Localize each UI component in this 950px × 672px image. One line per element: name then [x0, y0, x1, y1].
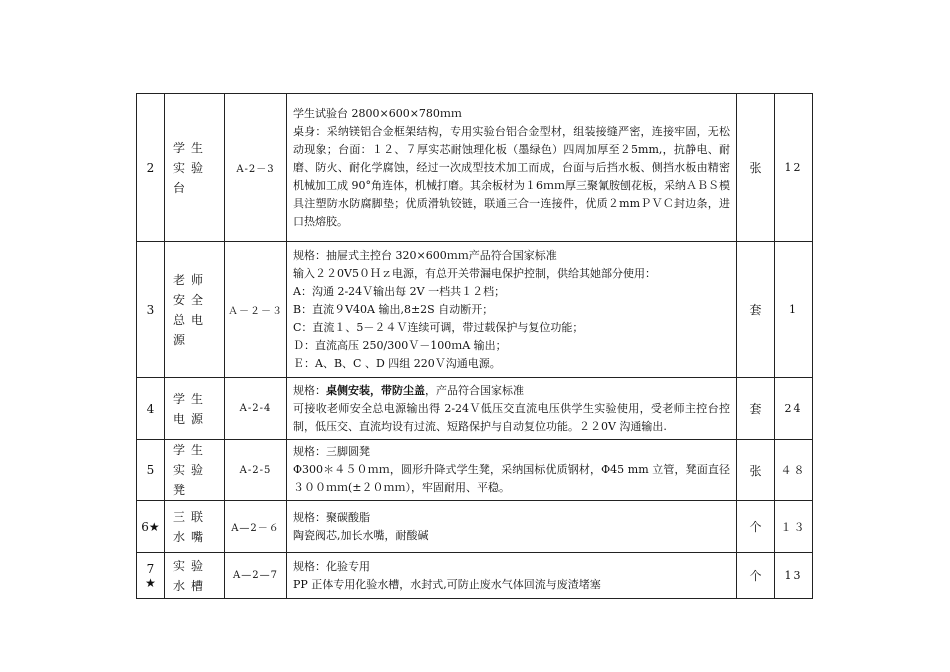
item-description — [287, 378, 737, 440]
item-quantity: 1 — [775, 242, 813, 378]
description-line: 规格：化验专用 — [293, 559, 370, 573]
item-number: 5 — [137, 440, 165, 501]
item-name: 老师安全总电源 — [165, 242, 225, 378]
item-quantity: 12 — [775, 94, 813, 242]
item-number: 2 — [137, 94, 165, 242]
description-line: 陶瓷阀芯,加长水嘴，耐酸碱 — [293, 528, 429, 542]
item-number — [137, 553, 165, 599]
table-row — [137, 94, 813, 242]
item-number: 4 — [137, 378, 165, 440]
item-name: 学生实验凳 — [165, 440, 225, 501]
description-line: 规格：聚碳酸脂 — [293, 510, 370, 524]
item-number-digit: 7 — [146, 561, 155, 576]
spec-prefix: 规格： — [293, 383, 326, 397]
item-number: 6★ — [137, 501, 165, 553]
item-quantity: １３ — [775, 501, 813, 553]
table-row — [137, 378, 813, 440]
description-line: Ｄ：直流高压 250/300Ｖ－100ｍA 输出； — [293, 338, 507, 352]
description-line — [293, 382, 730, 400]
spec-suffix: ，产品符合国家标准 — [425, 383, 524, 397]
item-unit: 套 — [737, 378, 775, 440]
item-name: 学生实验台 — [165, 94, 225, 242]
item-unit: 套 — [737, 242, 775, 378]
description-line: 可接收老师安全总电源输出得 2-24Ｖ低压交直流电压供学生实验使用，受老师主控台控制，低压交、直流均设有过流、短路保护与自动复位功能。２２0V 沟通输出. — [293, 401, 730, 433]
table-row — [137, 553, 813, 599]
item-code: A-2-5 — [225, 440, 287, 501]
item-quantity: 13 — [775, 553, 813, 599]
description-line: C：直流１、5－２４Ｖ连续可调，带过载保护与复位功能； — [293, 320, 584, 334]
spec-highlight: 桌侧安装，带防尘盖 — [326, 383, 425, 397]
description-line: 桌身：采纳镁铝合金框架结构，专用实验台铝合金型材，组装接缝严密，连接牢固，无松动现象；台面：１２、７厚实芯耐蚀理化板（墨绿色）四周加厚至２5mm,，抗静电、耐磨、防火、耐化学腐蚀，经过一次成型技术加工而成，台面与后挡水板、侧挡水板由精密机械加工成 90°角连体，机械打磨。其余板材为１6ｍｍ厚三聚氰胺刨花板，采纳ＡＢＳ模具注塑防水防腐脚垫；优质滑轨铰链，联通三合一连接件，优质２mmＰＶＣ封边条，进口热熔胶。 — [293, 124, 730, 228]
item-code: Ａ－２－３ — [225, 242, 287, 378]
table-row — [137, 440, 813, 501]
item-code: A-2－3 — [225, 94, 287, 242]
description-line: PP 正体专用化验水槽，水封式,可防止废水气体回流与废渣堵塞 — [293, 577, 601, 591]
description-line: 规格：三脚圆凳 — [293, 445, 370, 458]
item-name: 实验水槽 — [165, 553, 225, 599]
description-line: Φ300＊４５０ｍｍ，圆形升降式学生凳，采纳国标优质钢材，Φ45 mm 立管，凳面直径３００ｍｍ(±２０ｍｍ），牢固耐用、平稳。 — [293, 463, 730, 494]
item-code: A-2-4 — [225, 378, 287, 440]
item-unit: 个 — [737, 553, 775, 599]
item-description — [287, 553, 737, 599]
item-description — [287, 242, 737, 378]
item-number: 3 — [137, 242, 165, 378]
item-unit: 张 — [737, 440, 775, 501]
item-description — [287, 440, 737, 501]
item-quantity: 24 — [775, 378, 813, 440]
table-row — [137, 501, 813, 553]
description-line: Ｅ：A、B、C 、D 四组 220Ｖ沟通电源。 — [293, 356, 501, 370]
item-name: 学生电源 — [165, 378, 225, 440]
table-row — [137, 242, 813, 378]
equipment-spec-table — [136, 93, 813, 599]
item-unit: 个 — [737, 501, 775, 553]
description-line: 学生试验台 2800×600×780ｍｍ — [293, 106, 462, 120]
description-line: A：沟通 2-24Ｖ输出每 2V 一档共１２档； — [293, 284, 506, 298]
item-description — [287, 94, 737, 242]
item-name: 三联水嘴 — [165, 501, 225, 553]
item-code: A—2—7 — [225, 553, 287, 599]
item-code: A—2－６ — [225, 501, 287, 553]
description-line: B：直流９V40A 输出,8±2S 自动断开； — [293, 302, 494, 316]
description-line: 规格：抽屉式主控台 320×600ｍｍ产品符合国家标准 — [293, 248, 557, 262]
description-line: 输入２２0V5０Ｈｚ电源，有总开关带漏电保护控制，供给其她部分使用： — [293, 266, 656, 280]
item-quantity: ４８ — [775, 440, 813, 501]
item-unit: 张 — [737, 94, 775, 242]
item-description — [287, 501, 737, 553]
star-mark: ★ — [145, 575, 156, 590]
